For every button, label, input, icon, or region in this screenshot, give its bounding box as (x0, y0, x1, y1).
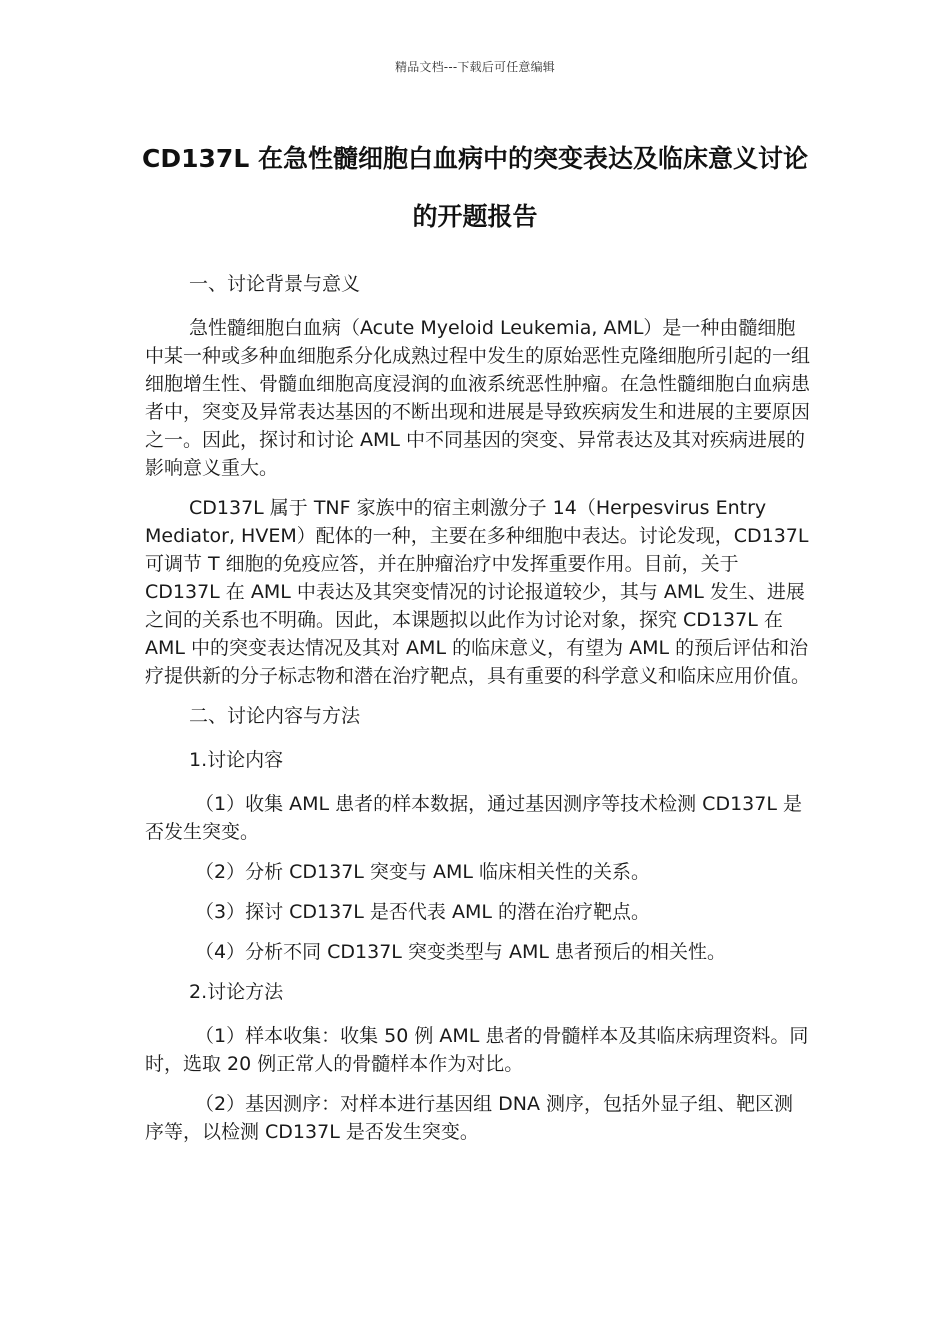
document-title: CD137L 在急性髓细胞白血病中的突变表达及临床意义讨论的开题报告 (142, 144, 808, 231)
method-item-2: （2）基因测序：对样本进行基因组 DNA 测序，包括外显子组、靶区测序等，以检测 CD137L 是否发生突变。 (145, 1093, 794, 1143)
content-item-2: （2）分析 CD137L 突变与 AML 临床相关性的关系。 (195, 861, 650, 883)
document-body (145, 270, 810, 1146)
paragraph-cd137l-intro: CD137L 属于 TNF 家族中的宿主刺激分子 14（Herpesvirus Entry Mediator, HVEM）配体的一种，主要在多种细胞中表达。讨论发现，CD137L 可调节 T 细胞的免疫应答，并在肿瘤治疗中发挥重要作用。目前，关于 CD137L 在 AML 中表达及其突变情况的讨论报道较少，其与 AML 发生、进展之间的关系也不明确。因此，本课题拟以此作为讨论对象，探究 CD137L 在 AML 中的突变表达情况及其对 AML 的临床意义，有望为 AML 的预后评估和治疗提供新的分子标志物和潜在治疗靶点，具有重要的科学意义和临床应用价值。 (145, 497, 811, 687)
paragraph-aml-intro: 急性髓细胞白血病（Acute Myeloid Leukemia, AML）是一种由髓细胞中某一种或多种血细胞系分化成熟过程中发生的原始恶性克隆细胞所引起的一组细胞增生性、骨髓血细胞高度浸润的血液系统恶性肿瘤。在急性髓细胞白血病患者中，突变及异常表达基因的不断出现和进展是导致疾病发生和进展的主要原因之一。因此，探讨和讨论 AML 中不同基因的突变、异常表达及其对疾病进展的影响意义重大。 (145, 317, 811, 479)
header-note: 精品文档---下载后可任意编辑 (395, 60, 555, 74)
subheading-methods: 2.讨论方法 (189, 981, 284, 1003)
method-item-1: （1）样本收集：收集 50 例 AML 患者的骨髓样本及其临床病理资料。同时，选取 20 例正常人的骨髓样本作为对比。 (145, 1025, 809, 1075)
content-item-4: （4）分析不同 CD137L 突变类型与 AML 患者预后的相关性。 (195, 941, 726, 963)
content-item-1: （1）收集 AML 患者的样本数据，通过基因测序等技术检测 CD137L 是否发生突变。 (145, 793, 802, 843)
section-heading-content-methods: 二、讨论内容与方法 (189, 705, 361, 727)
content-item-3: （3）探讨 CD137L 是否代表 AML 的潜在治疗靶点。 (195, 901, 650, 923)
subheading-content: 1.讨论内容 (189, 749, 284, 771)
section-heading-background: 一、讨论背景与意义 (189, 273, 361, 295)
